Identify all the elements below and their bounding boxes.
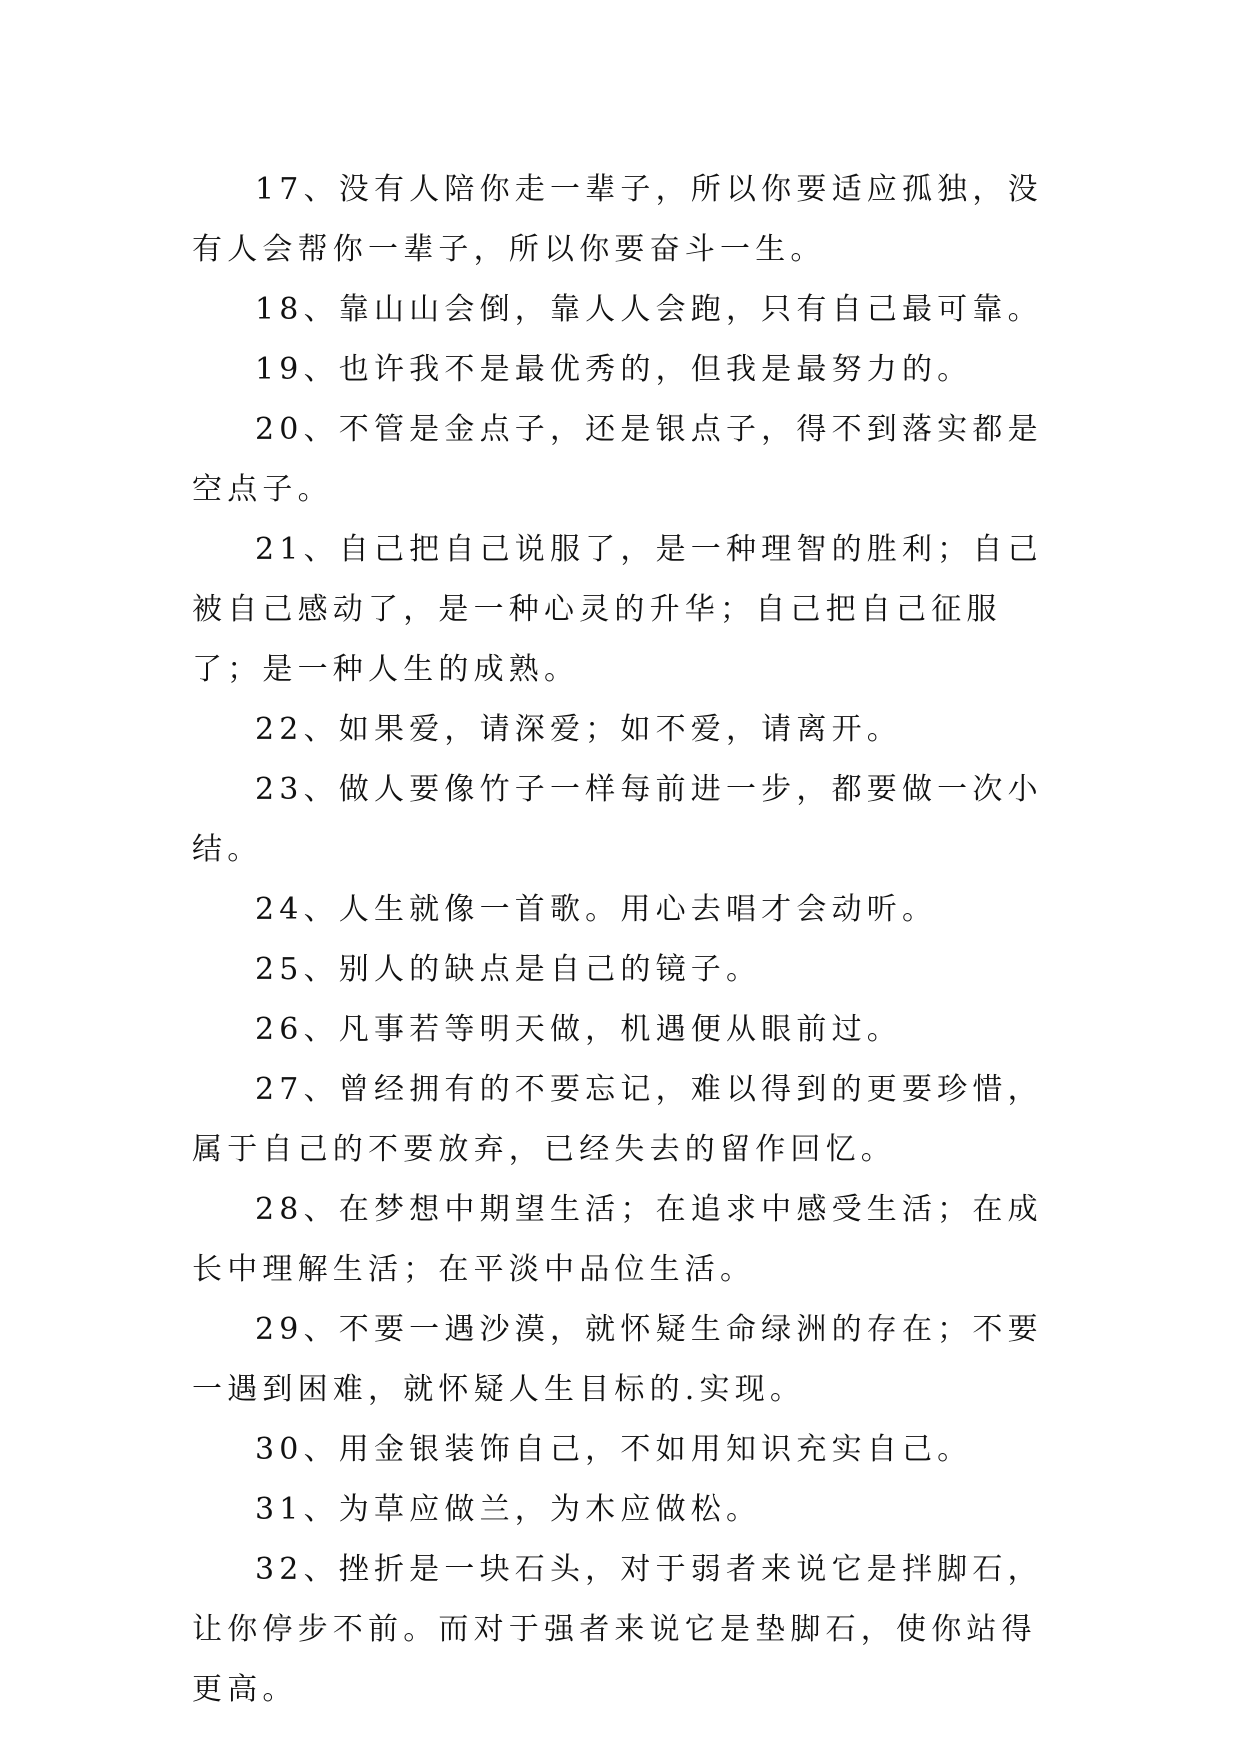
quote-paragraph-23: 23、做人要像竹子一样每前进一步，都要做一次小结。	[192, 772, 1043, 867]
quote-list	[192, 160, 1062, 1720]
quote-paragraph-31: 31、为草应做兰，为木应做松。	[255, 1492, 762, 1527]
quote-paragraph-17: 17、没有人陪你走一辈子，所以你要适应孤独，没有人会帮你一辈子，所以你要奋斗一生。	[192, 172, 1043, 267]
quote-paragraph-20: 20、不管是金点子，还是银点子，得不到落实都是空点子。	[192, 412, 1043, 507]
quote-paragraph-24: 24、人生就像一首歌。用心去唱才会动听。	[255, 892, 938, 927]
quote-paragraph-29: 29、不要一遇沙漠，就怀疑生命绿洲的存在；不要一遇到困难，就怀疑人生目标的.实现。	[192, 1312, 1043, 1407]
quote-paragraph-26: 26、凡事若等明天做，机遇便从眼前过。	[255, 1012, 902, 1047]
quote-paragraph-22: 22、如果爱，请深爱；如不爱，请离开。	[255, 712, 902, 747]
quote-paragraph-32: 32、挫折是一块石头，对于弱者来说它是拌脚石，让你停步不前。而对于强者来说它是垫脚石，使你站得更高。	[192, 1552, 1043, 1707]
quote-paragraph-30: 30、用金银装饰自己，不如用知识充实自己。	[255, 1432, 973, 1467]
quote-paragraph-27: 27、曾经拥有的不要忘记，难以得到的更要珍惜，属于自己的不要放弃，已经失去的留作回忆。	[192, 1072, 1043, 1167]
quote-paragraph-19: 19、也许我不是最优秀的，但我是最努力的。	[255, 352, 973, 387]
quote-paragraph-28: 28、在梦想中期望生活；在追求中感受生活；在成长中理解生活；在平淡中品位生活。	[192, 1192, 1043, 1287]
quote-paragraph-25: 25、别人的缺点是自己的镜子。	[255, 952, 762, 987]
quote-paragraph-18: 18、靠山山会倒，靠人人会跑，只有自己最可靠。	[255, 292, 1043, 327]
quote-paragraph-21: 21、自己把自己说服了，是一种理智的胜利；自己被自己感动了，是一种心灵的升华；自己把自己征服了；是一种人生的成熟。	[192, 532, 1043, 687]
